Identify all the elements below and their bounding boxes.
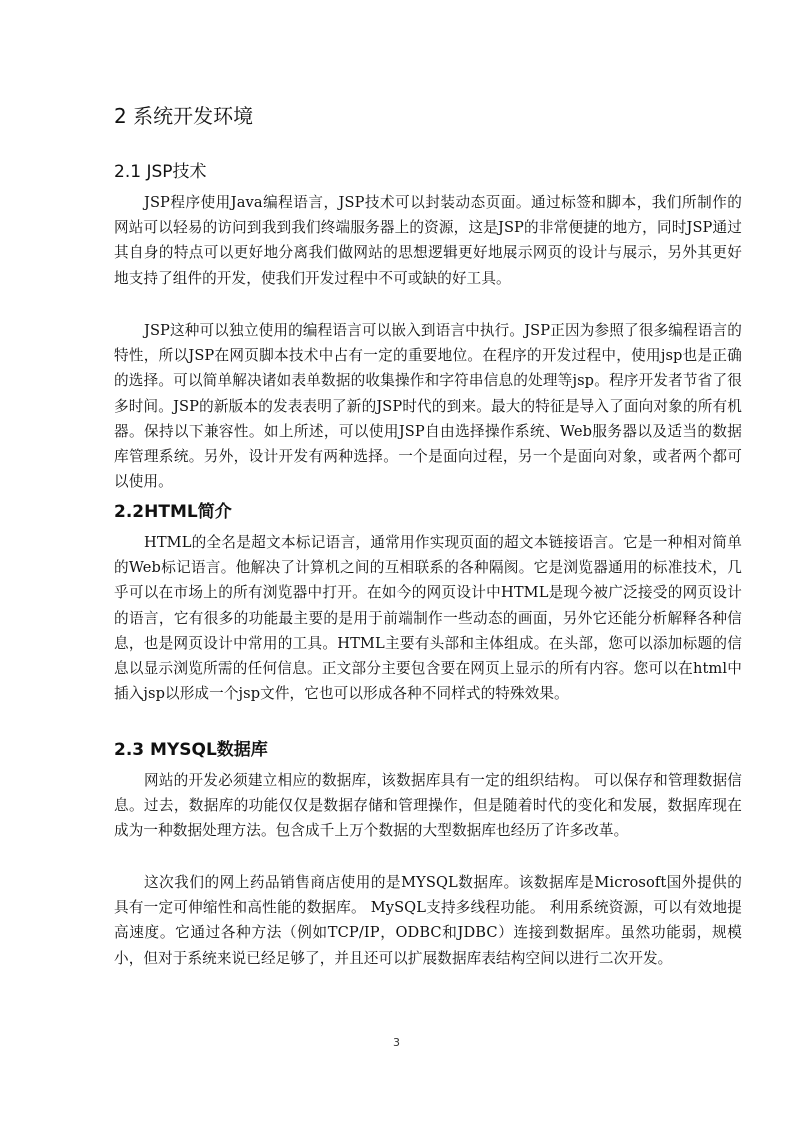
section-heading-jsp: 2.1 JSP技术 bbox=[114, 162, 207, 182]
paragraph-jsp-1: JSP程序使用Java编程语言，JSP技术可以封装动态页面。通过标签和脚本，我们所制作的网站可以轻易的访问到我到我们终端服务器上的资源，这是JSP的非常便捷的地方，同时JSP通过其自身的特点可以更好地分离我们做网站的思想逻辑更好地展示网页的设计与展示，另外其更好地支持了组件的开发，使我们开发过程中不可或缺的好工具。 bbox=[114, 194, 742, 287]
paragraph-jsp-2: JSP这种可以独立使用的编程语言可以嵌入到语言中执行。JSP正因为参照了很多编程语言的特性，所以JSP在网页脚本技术中占有一定的重要地位。在程序的开发过程中，使用jsp也是正确的选择。可以简单解决诸如表单数据的收集操作和字符串信息的处理等jsp。程序开发者节省了很多时间。JSP的新版本的发表表明了新的JSP时代的到来。最大的特征是导入了面向对象的所有机器。保持以下兼容性。如上所述，可以使用JSP自由选择操作系统、Web服务器以及适当的数据库管理系统。另外，设计开发有两种选择。一个是面向过程，另一个是面向对象，或者两个都可以使用。 bbox=[114, 322, 742, 491]
chapter-title: 2 系统开发环境 bbox=[114, 104, 254, 128]
section-heading-html: 2.2HTML简介 bbox=[114, 502, 232, 522]
paragraph-mysql-1: 网站的开发必须建立相应的数据库，该数据库具有一定的组织结构。 可以保存和管理数据信息。过去，数据库的功能仅仅是数据存储和管理操作，但是随着时代的变化和发展，数据库现在成为一种数据处理方法。包含成千上万个数据的大型数据库也经历了许多改革。 bbox=[114, 772, 742, 840]
section-heading-mysql: 2.3 MYSQL数据库 bbox=[114, 740, 268, 760]
paragraph-mysql-2: 这次我们的网上药品销售商店使用的是MYSQL数据库。该数据库是Microsoft国外提供的具有一定可伸缩性和高性能的数据库。 MySQL支持多线程功能。 利用系统资源，可以有效地提高速度。它通过各种方法（例如TCP/IP，ODBC和JDBC）连接到数据库。虽然功能弱，规模小，但对于系统来说已经足够了，并且还可以扩展数据库表结构空间以进行二次开发。 bbox=[114, 874, 742, 967]
page-number: 3 bbox=[393, 1036, 400, 1049]
paragraph-html-1: HTML的全名是超文本标记语言，通常用作实现页面的超文本链接语言。它是一种相对简单的Web标记语言。他解决了计算机之间的互相联系的各种隔阂。它是浏览器通用的标准技术，几乎可以在市场上的所有浏览器中打开。在如今的网页设计中HTML是现今被广泛接受的网页设计的语言，它有很多的功能最主要的是用于前端制作一些动态的画面，另外它还能分析解释各种信息，也是网页设计中常用的工具。HTML主要有头部和主体组成。在头部，您可以添加标题的信息以显示浏览所需的任何信息。正文部分主要包含要在网页上显示的所有内容。您可以在html中插入jsp以形成一个jsp文件，它也可以形成各种不同样式的特殊效果。 bbox=[114, 534, 742, 703]
